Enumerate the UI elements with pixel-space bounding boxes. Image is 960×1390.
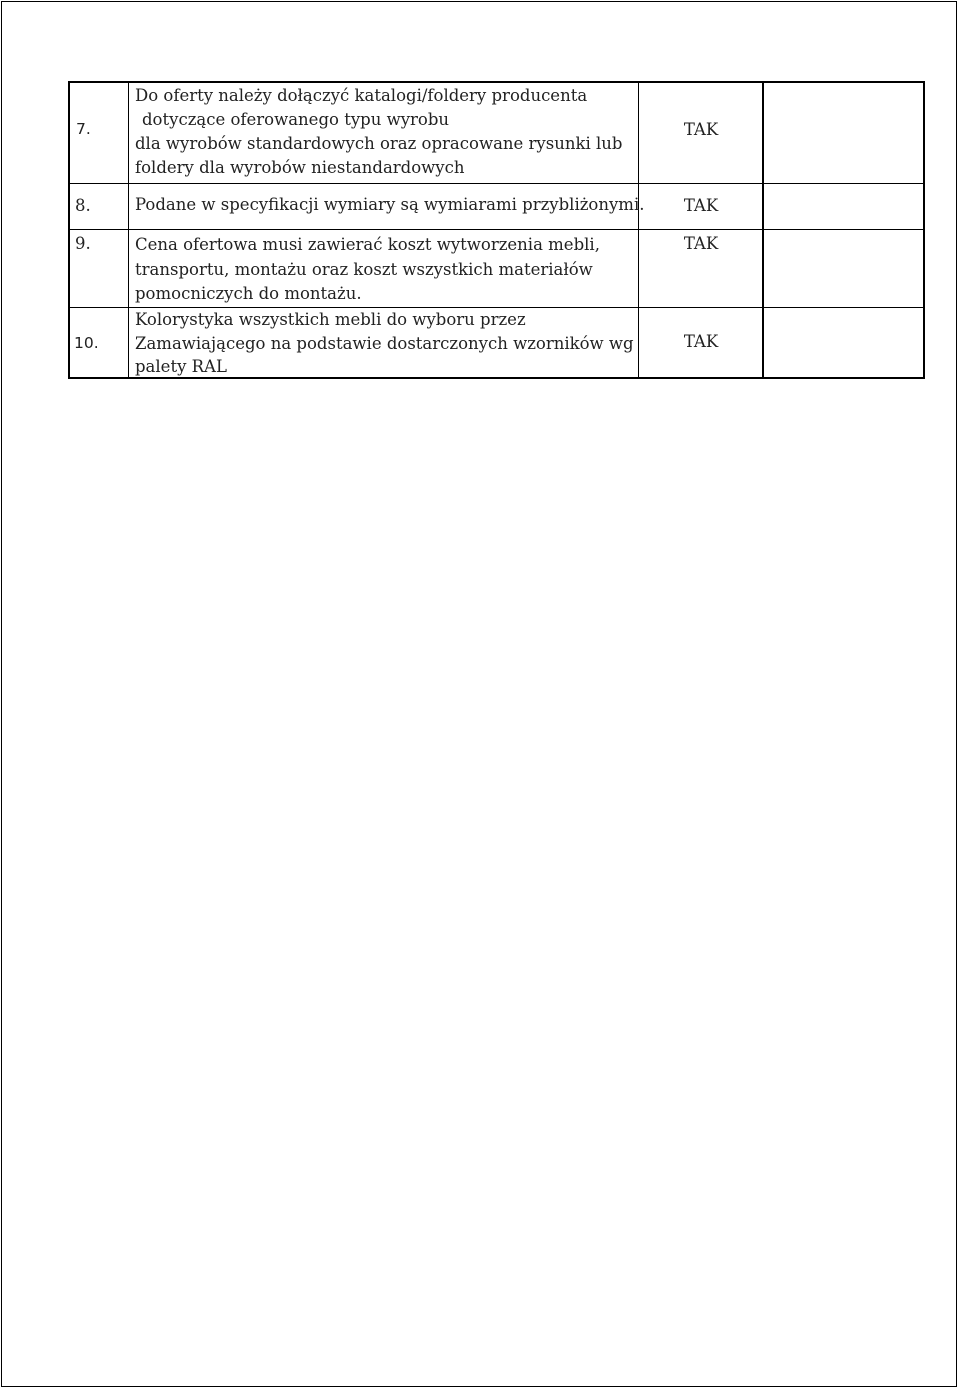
row-description-line: Cena ofertowa musi zawierać koszt wytworzenia mebli, — [135, 235, 600, 254]
row-description-line: foldery dla wyrobów niestandardowych — [135, 158, 465, 177]
row-description-line: Zamawiającego na podstawie dostarczonych wzorników wg — [135, 334, 634, 353]
table-right-border — [923, 81, 925, 379]
row-divider-7-8 — [68, 183, 925, 184]
row-number: 9. — [75, 234, 91, 253]
table-left-border — [68, 81, 70, 379]
row-number: 10. — [74, 334, 99, 352]
row-answer: TAK — [683, 234, 719, 253]
row-description-line: Podane w specyfikacji wymiary są wymiarami przybliżonymi. — [135, 195, 645, 214]
row-description-line: dla wyrobów standardowych oraz opracowane rysunki lub — [135, 134, 623, 153]
row-number: 7. — [76, 120, 91, 138]
row-answer: TAK — [683, 332, 719, 351]
row-description-line: dotyczące oferowanego typu wyrobu — [142, 110, 450, 129]
row-description-line: pomocniczych do montażu. — [135, 284, 362, 303]
row-description-line: Kolorystyka wszystkich mebli do wyboru przez — [135, 310, 526, 329]
row-description-line: transportu, montażu oraz koszt wszystkich materiałów — [135, 260, 593, 279]
row-number: 8. — [75, 196, 91, 215]
row-answer: TAK — [683, 120, 719, 139]
row-description-line: Do oferty należy dołączyć katalogi/foldery producenta — [135, 86, 588, 105]
row-description-line: palety RAL — [135, 357, 227, 376]
table-top-border — [68, 81, 925, 83]
row-answer: TAK — [683, 196, 719, 215]
row-divider-8-9 — [68, 229, 925, 230]
